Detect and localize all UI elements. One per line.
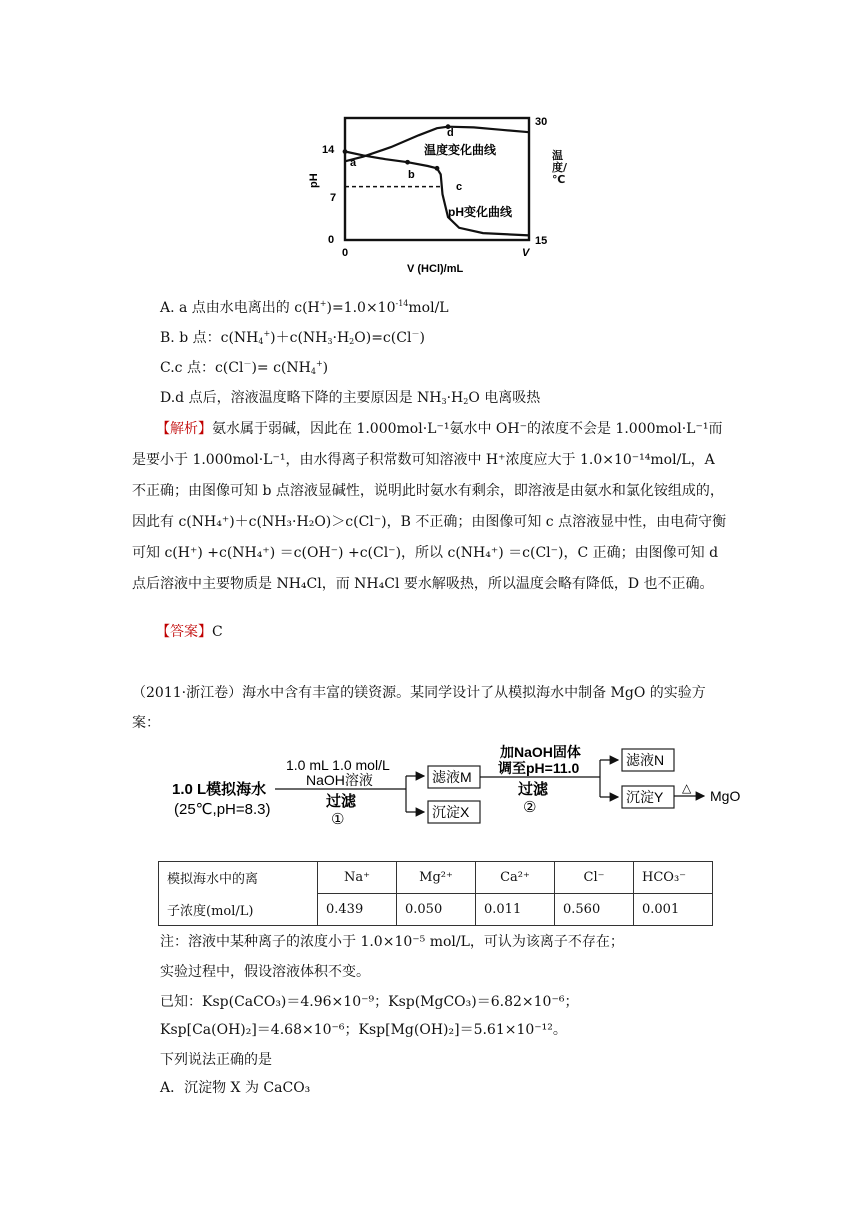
option-b: B. b 点：$c(NH_4^+)+c(NH_3\cdot H_2O)=c(Cl^-)$ <box>160 329 425 346</box>
point-b <box>405 160 410 165</box>
x-axis-label: V (HCl)/mL <box>407 263 464 275</box>
note-2: 实验过程中，假设溶液体积不变。 <box>160 964 370 980</box>
flow-diagram <box>160 740 760 850</box>
step2-bottom2: ② <box>523 799 537 816</box>
known-2: Ksp[Ca(OH)₂]＝4.68×10⁻⁶；Ksp[Mg(OH)₂]＝5.61×10⁻¹²。 <box>160 1022 567 1038</box>
product-mgo: MgO <box>710 788 741 804</box>
temperature-curve-label: 温度变化曲线 <box>424 143 497 157</box>
label-c: c <box>456 181 463 193</box>
table-ion-ca: Ca²⁺ <box>476 862 555 894</box>
known-1: 已知：Ksp(CaCO₃)＝4.96×10⁻⁹；Ksp(MgCO₃)＝6.82×10⁻⁶； <box>160 994 579 1010</box>
precipitate-x-label: 沉淀X <box>432 804 470 820</box>
table-ion-na: Na⁺ <box>318 862 397 894</box>
chart-frame <box>345 118 529 240</box>
ph-curve-label: pH变化曲线 <box>448 205 512 219</box>
table-value-na: 0.439 <box>318 894 397 926</box>
precipitate-y-label: 沉淀Y <box>626 789 664 805</box>
x-tick-v: V <box>522 247 530 259</box>
table-ion-hco3: HCO₃⁻ <box>634 862 713 894</box>
table-value-cl: 0.560 <box>555 894 634 926</box>
y-left-tick-7: 7 <box>330 192 337 204</box>
analysis-text: 氨水属于弱碱，因此在 1.000mol·L⁻¹氨水中 OH⁻的浓度不会是 1.000mol·L⁻¹而是要小于 1.000mol·L⁻¹，由水得离子积常数可知溶液中 H⁺浓度应大于 1.0×10⁻¹⁴mol/L，A 不正确；由图像可知 b 点溶液显碱性，说明此时氨水有剩余，即溶液是由氨水和氯化铵组成的，因此有 c(NH₄⁺)＋c(NH₃·H₂O)＞c(Cl⁻)，B 不正确；由图像可知 c 点溶液显中性，由电荷守衡可知 c(H⁺) +c(NH₄⁺) ＝c(OH⁻) +c(Cl⁻)，所以 c(NH₄⁺) ＝c(Cl⁻)，C 正确；由图像可知 d 点后溶液中主要物质是 NH₄Cl，而 NH₄Cl 要水解吸热，所以温度会略有降低，D 也不正确。 <box>132 421 727 592</box>
filtrate-m-label: 滤液M <box>432 769 472 785</box>
table-ion-cl: Cl⁻ <box>555 862 634 894</box>
step2-top1: 加NaOH固体 <box>500 744 581 760</box>
flow-start-line2: (25℃,pH=8.3) <box>174 801 271 818</box>
answer-line <box>156 622 223 642</box>
y-left-tick-0: 0 <box>328 234 335 246</box>
label-a: a <box>350 157 357 169</box>
option-a: A. a 点由水电离出的 $c(H^+)=1.0\times 10^{-14}mol/L$ <box>160 299 449 316</box>
flow-start-line1: 1.0 L模拟海水 <box>172 781 267 798</box>
step1-top1: 1.0 mL 1.0 mol/L <box>286 757 390 773</box>
step2-bottom1: 过滤 <box>518 781 549 798</box>
step1-bottom1: 过滤 <box>326 793 357 810</box>
analysis-paragraph <box>132 414 728 600</box>
question2-intro: （2011·浙江卷）海水中含有丰富的镁资源。某同学设计了从模拟海水中制备 MgO 的实验方案： <box>132 685 706 731</box>
answer-tag: 【答案】 <box>156 624 212 640</box>
ph-curve <box>345 152 529 236</box>
y-left-tick-14: 14 <box>322 144 335 156</box>
table-ion-mg: Mg²⁺ <box>397 862 476 894</box>
question-prompt: 下列说法正确的是 <box>160 1052 272 1068</box>
table-row-label-2: 子浓度(mol/L) <box>159 894 318 926</box>
table-value-mg: 0.050 <box>397 894 476 926</box>
heat-symbol: △ <box>682 781 692 795</box>
x-tick-0: 0 <box>342 247 349 259</box>
table-value-hco3: 0.001 <box>634 894 713 926</box>
label-b: b <box>408 169 415 181</box>
step2-top2: 调至pH=11.0 <box>498 760 580 776</box>
option-d: D.d 点后，溶液温度略下降的主要原因是 $NH_3\cdot H_2O$ 电离吸热 <box>160 390 541 406</box>
y-right-tick-15: 15 <box>535 235 548 247</box>
point-c <box>435 166 440 171</box>
y-left-axis-label: pH <box>308 173 320 188</box>
ion-concentration-table <box>158 861 713 926</box>
question-option-a: A．沉淀物 X 为 CaCO₃ <box>160 1080 311 1096</box>
label-d: d <box>447 127 454 139</box>
note-1: 注：溶液中某种离子的浓度小于 1.0×10⁻⁵ mol/L，可认为该离子不存在； <box>160 934 624 950</box>
point-a <box>343 149 348 154</box>
filtrate-n-label: 滤液N <box>626 752 665 768</box>
step1-bottom2: ① <box>331 811 345 828</box>
titration-chart <box>300 108 570 278</box>
y-right-tick-30: 30 <box>535 116 548 128</box>
step1-top2: NaOH溶液 <box>306 772 373 788</box>
y-right-axis-label-text: 温度/℃ <box>552 149 568 186</box>
answer-value: C <box>212 624 223 640</box>
table-value-ca: 0.011 <box>476 894 555 926</box>
option-c: C.c 点：$c(Cl^-)= c(NH_4^+)$ <box>160 359 329 376</box>
analysis-tag: 【解析】 <box>156 421 212 437</box>
table-row-label-1: 模拟海水中的离 <box>159 862 318 894</box>
